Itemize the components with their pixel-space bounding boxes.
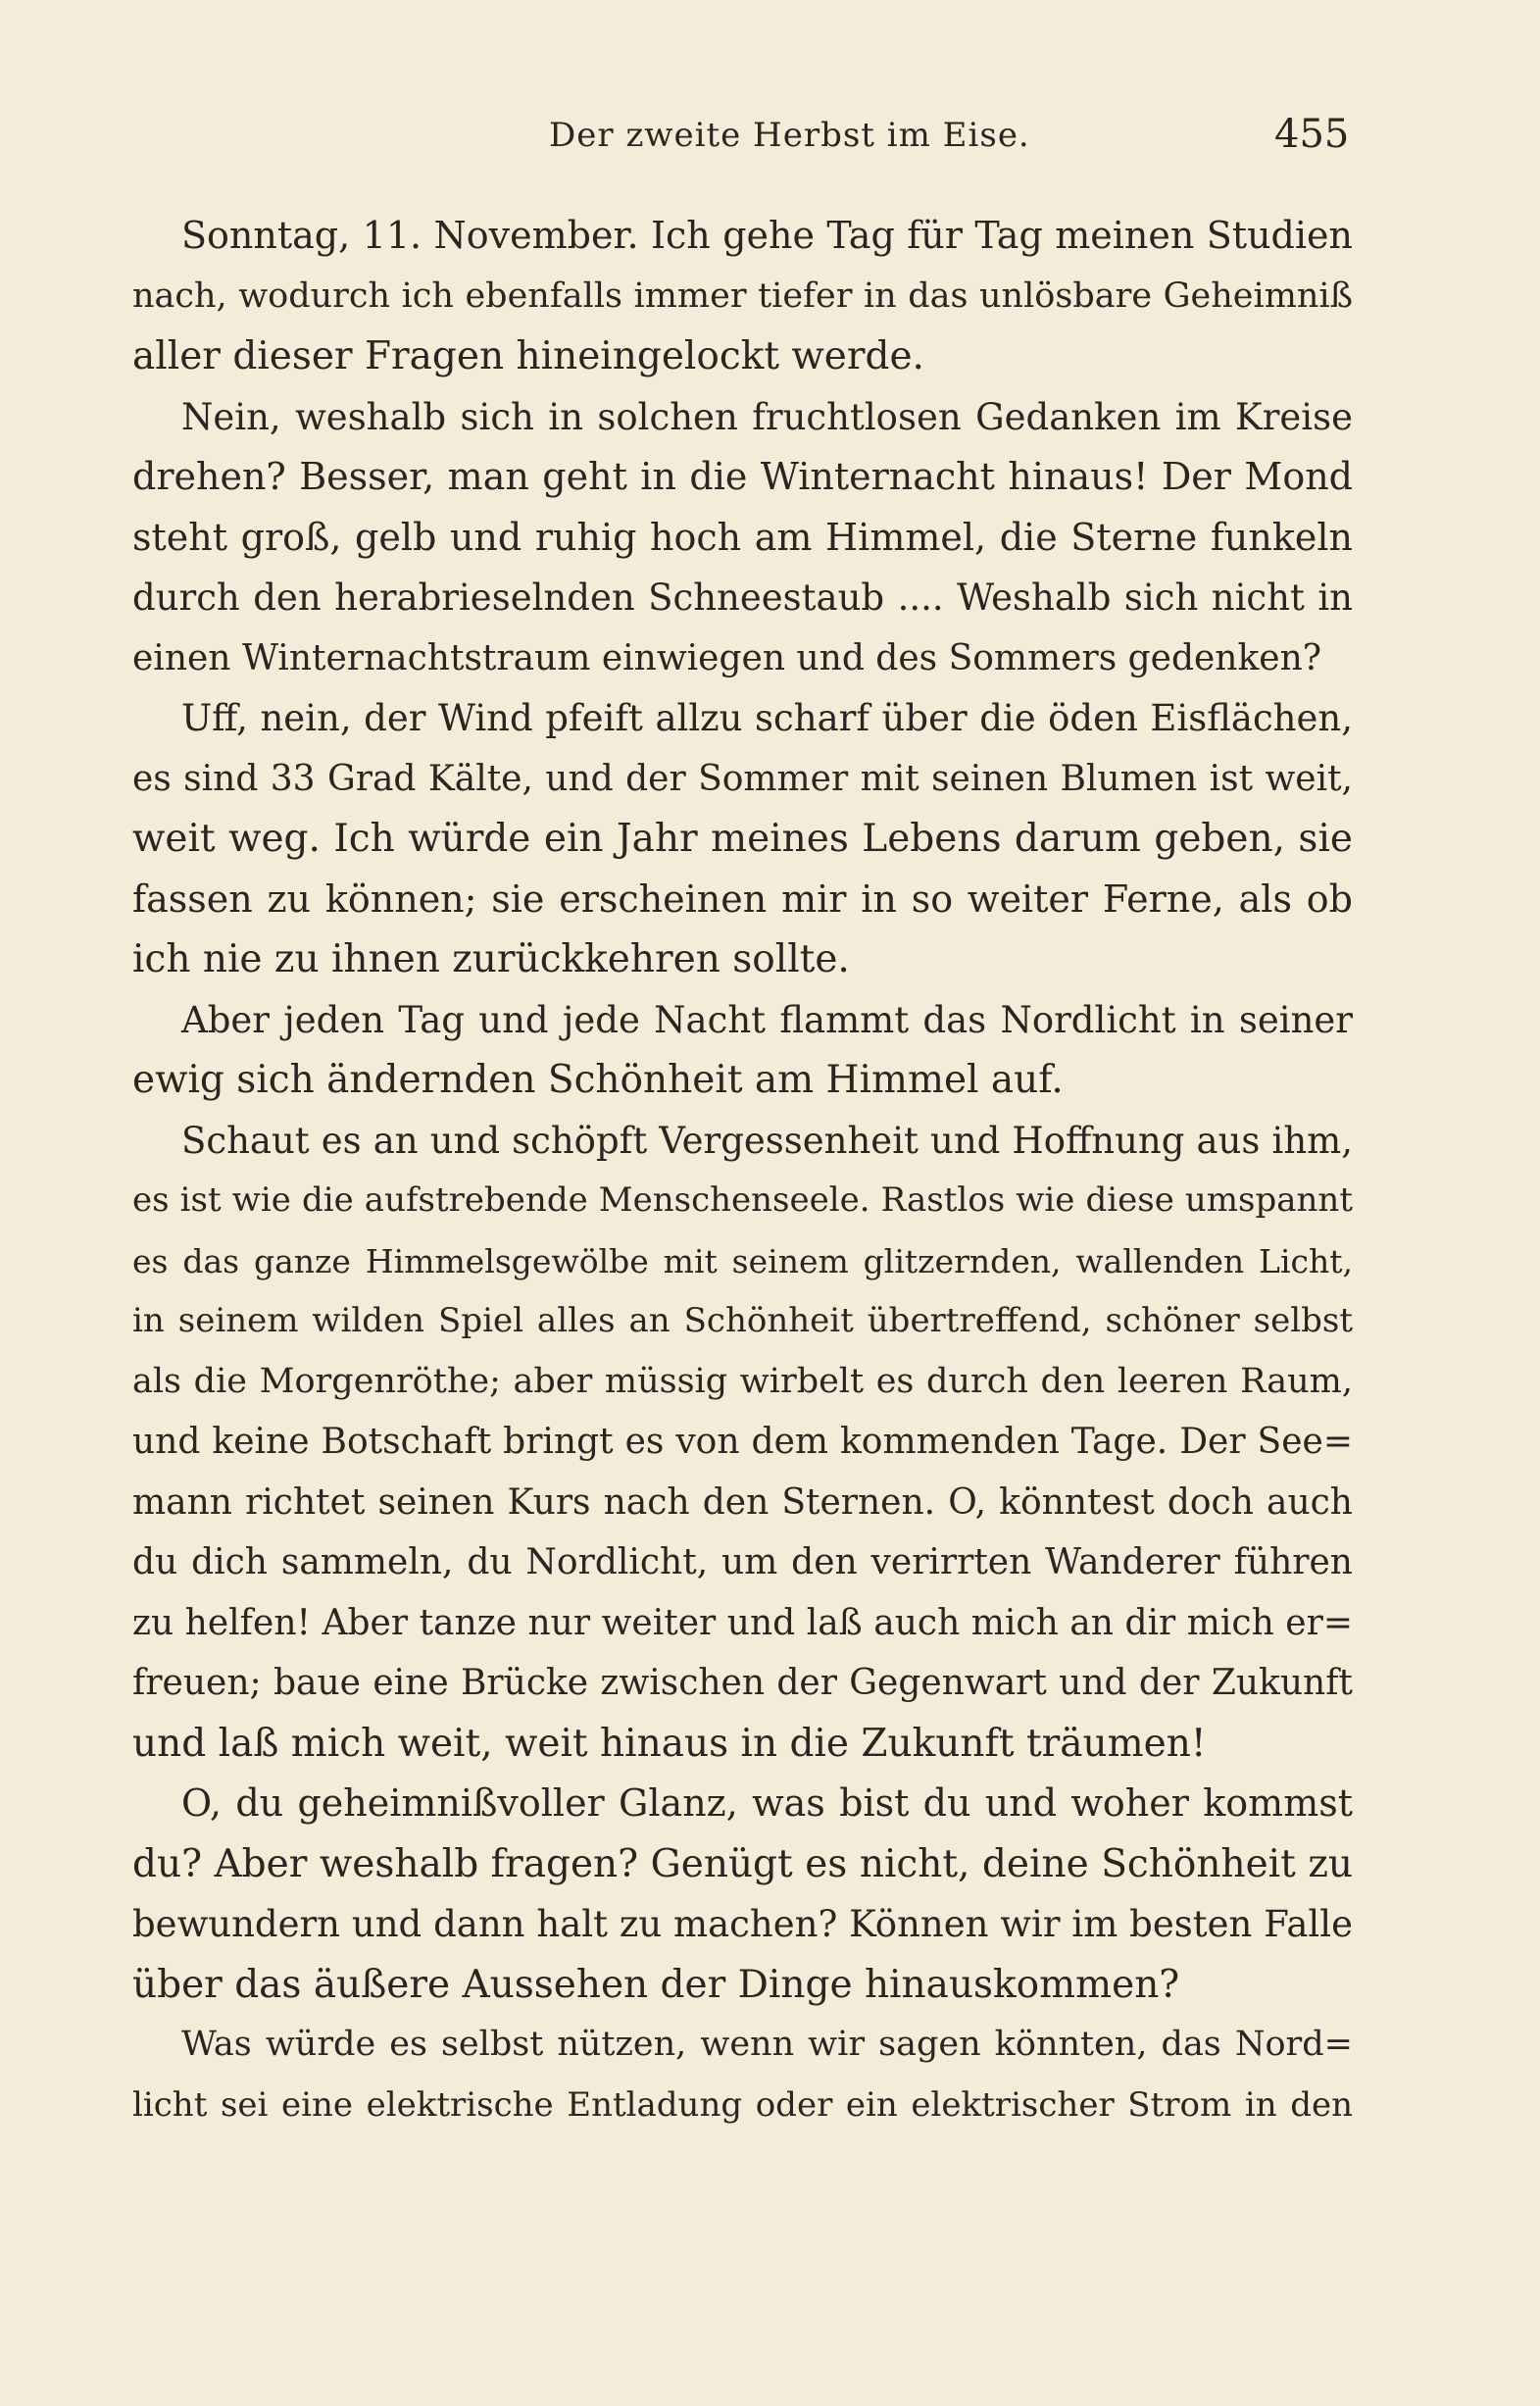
text-line: es ist wie die aufstrebende Menschenseele. Rastlos wie diese umspannt — [132, 1180, 1353, 1220]
text-line: durch den herabrieselnden Schneestaub .... Weshalb sich nicht in — [132, 576, 1353, 619]
text-line: licht sei eine elektrische Entladung oder ein elektrischer Strom in den — [132, 2084, 1353, 2125]
text-line: zu helfen! Aber tanze nur weiter und laß auch mich an dir mich er= — [132, 1602, 1353, 1643]
text-line: mann richtet seinen Kurs nach den Sternen. O, könntest doch auch — [132, 1481, 1353, 1523]
text-line: Aber jeden Tag und jede Nacht flammt das Nordlicht in seiner — [181, 998, 1353, 1041]
text-line: Uff, nein, der Wind pfeift allzu scharf über die öden Eisflächen, — [181, 697, 1353, 739]
text-line: ich nie zu ihnen zurückkehren sollte. — [132, 937, 850, 981]
text-line: du? Aber weshalb fragen? Genügt es nicht, deine Schönheit zu — [132, 1841, 1353, 1886]
text-line: Sonntag, 11. November. Ich gehe Tag für Tag meinen Studien — [181, 214, 1353, 257]
text-line: drehen? Besser, man geht in die Winternacht hinaus! Der Mond — [132, 455, 1353, 498]
text-line: aller dieser Fragen hineingelockt werde. — [132, 334, 924, 378]
page-number: 455 — [1274, 112, 1350, 157]
text-line: in seinem wilden Spiel alles an Schönheit übertreffend, schöner selbst — [132, 1301, 1353, 1340]
text-line: fassen zu können; sie erscheinen mir in so weiter Ferne, als ob — [132, 877, 1353, 921]
text-line: freuen; baue eine Brücke zwischen der Gegenwart und der Zukunft — [132, 1663, 1353, 1703]
text-line: und keine Botschaft bringt es von dem kommenden Tage. Der See= — [132, 1422, 1353, 1462]
text-line: als die Morgenröthe; aber müssig wirbelt es durch den leeren Raum, — [132, 1361, 1353, 1401]
text-line: es das ganze Himmelsgewölbe mit seinem glitzernden, wallenden Licht, — [132, 1241, 1353, 1280]
text-line: einen Winternachtstraum einwiegen und des Sommers gedenken? — [132, 637, 1322, 678]
body-text — [132, 206, 1353, 2135]
text-line: steht groß, gelb und ruhig hoch am Himmel, die Sterne funkeln — [132, 515, 1353, 559]
text-line: und laß mich weit, weit hinaus in die Zukunft träumen! — [132, 1721, 1207, 1766]
text-line: über das äußere Aussehen der Dinge hinauskommen? — [132, 1962, 1180, 2007]
text-line: ewig sich ändernden Schönheit am Himmel auf. — [132, 1058, 1064, 1102]
running-header — [0, 112, 1540, 165]
text-line: nach, wodurch ich ebenfalls immer tiefer in das unlösbare Geheimniß — [132, 276, 1353, 316]
text-line: Nein, weshalb sich in solchen fruchtlosen Gedanken im Kreise — [181, 395, 1353, 438]
text-line: Schaut es an und schöpft Vergessenheit und Hoffnung aus ihm, — [181, 1119, 1353, 1162]
text-line: Was würde es selbst nützen, wenn wir sagen könnten, das Nord= — [181, 2025, 1353, 2064]
text-line: es sind 33 Grad Kälte, und der Sommer mit seinen Blumen ist weit, — [132, 758, 1353, 799]
text-line: du dich sammeln, du Nordlicht, um den verirrten Wanderer führen — [132, 1542, 1353, 1582]
running-title: Der zweite Herbst im Eise. — [549, 116, 1030, 155]
text-line: weit weg. Ich würde ein Jahr meines Lebens darum geben, sie — [132, 817, 1353, 861]
text-line: bewundern und dann halt zu machen? Können wir im besten Falle — [132, 1903, 1353, 1945]
text-line: O, du geheimnißvoller Glanz, was bist du und woher kommst — [181, 1781, 1353, 1825]
